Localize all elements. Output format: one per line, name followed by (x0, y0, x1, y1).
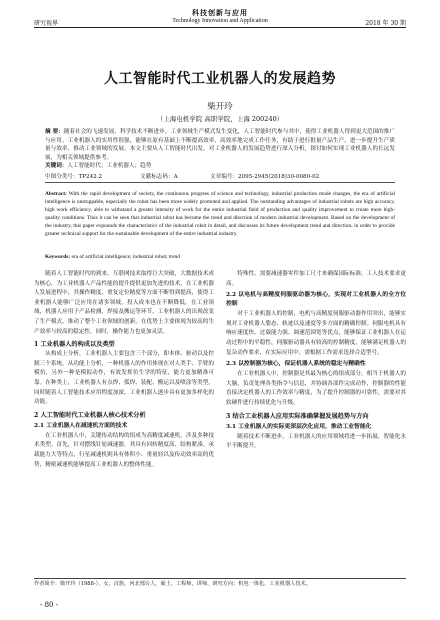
keywords-en-text: era of artificial intelligence; industrial robot; trend (71, 254, 180, 260)
section-heading: 2 人工智能时代工业机器人核心技术分析 (34, 411, 146, 419)
issue-label: 2018 年 30 期 (365, 20, 406, 27)
author-name: 柴开玲 (207, 102, 233, 112)
abstract-cn (45, 128, 395, 162)
abstract-en (45, 190, 395, 238)
subsection-heading: 3.1 工业机器人的实际更深层次化应用，推动工业智能化 (226, 423, 372, 430)
subsection-heading: 2.1 工业机器人在减速机方面的技术 (34, 422, 128, 429)
running-header (34, 17, 406, 28)
author-affiliation: （上海电机学院 高职学院，上海 200240） (156, 115, 284, 123)
abstract-cn-label: 摘 要： (45, 129, 64, 135)
document-code: 文献标志码：A (140, 174, 178, 180)
body-paragraph: 在工业机器人中，关键传动结构的组成为高精度减速机，涉及多种技术类型。首先，针对摆线针轮减速器，其具有回转精度高、结构紧凑、承载能力大等特点，行星减速机则具有体积小、重量轻以及传动效率高的优势，精密减速机能够提高工业机器人的整体性能。 (34, 432, 214, 468)
abstract-cn-text: 随着社会的飞速发展，科学技术不断进步，工业领域生产模式发生变化，人工智能时代参与其中，使得工业机器人得到更大范围的推广与应用。工业机器人的实用性很强，能够在原有基础上不断提高效率，高效率地完成工作任务，有助于进行批量产品生产，进一步提升生产质量与效率，推动工业领域的发展。本文主要从人工智能时代出发，对工业机器人的发展趋势进行深入分析，探讨如何实现工业机器人的长远发展，为相关领域提供参考。 (45, 129, 395, 161)
body-paragraph: 从构成上分析，工业机器人主要包含三个部分，即本体、驱动以及控制三个系统。从功能上分析，一种机器人的作用体现在对人类手、手臂的模仿，另外一种是模拟动作，有效发挥仿生学的特征，能力更加精准可靠。在种类上，工业机器人有点焊、弧焊、装配、搬运以及喷涂等类型，同时随着人工智能技术应用程度加深，工业机器人逐步具有更加多样化的功能。 (34, 351, 214, 406)
keywords-cn (45, 161, 395, 169)
abstract-en-text: With the rapid development of society, the continuous progress of science and technology, industrial production mode changes, the era of artificial intelligence is unstoppable, especially the robot has been more widely promoted and applied. The outstanding advantages of industrial robots are high accuracy, high work efficiency, able to withstand a greater intensity of work for the entire industrial field of production and quality improvement to create more high-quality conditions. Thus it can be seen that industrial robot has become the trend and direction of modern industrial development. Based on the development of the industry, this paper expounds the characteristics of the industrial robot in detail, and discusses its future development trend and direction, in order to provide greater technical support for the sustainable development of the entire industrial industry. (45, 191, 395, 237)
journal-name: 科技创新与应用 (192, 8, 248, 17)
abstract-en-label: Abstract: (45, 191, 67, 197)
subsection-heading: 2.3 以控制器为核心，保证机器人系统的稳定与精确性 (226, 361, 366, 368)
author-footnote: 作者简介：柴开玲（1988-），女，汉族，河北邢台人，硕士，工程师，讲师，研究方向：机电一体化、工业机器人技术。 (34, 578, 406, 588)
subsection-heading: 2.2 以电机与高精度伺服驱动器为核心，实现对工业机器人的全方位控制 (226, 292, 406, 308)
keywords-cn-text: 人工智能时代；工业机器人；趋势 (67, 163, 152, 169)
section-label: 研究视界 (34, 20, 59, 27)
article-number: 文章编号：2095-2945(2018)30-0080-02 (210, 174, 320, 180)
body-paragraph: 特殊性，需要减速器零件加工尺寸来确保国际标准，工人技术要求更高。 (226, 271, 406, 287)
keywords-en (45, 254, 395, 260)
page-number: - 80 - (40, 601, 59, 609)
body-paragraph: 对于工业机器人的控制，电机与高精度伺服驱动器作用突出，能够实现对工业机器人姿态、轨迹以及速度等多方面的精确控制。伺服电机具有响应速度快、过载能力强、调速范围宽等优点，能够保证工业机器人在运动过程中的平稳性，伺服驱动器具有较高的控制精度，能够满足机器人的复杂动作要求，在实际应用中，需根据工作需求选择合适型号。 (226, 311, 406, 356)
classification-line (45, 172, 395, 183)
body-paragraph: 随着技术不断进步，工业机器人的应用领域将进一步拓展，智能化水平不断提升。 (226, 433, 406, 450)
body-paragraph: 在工业机器人中，控制器是其最为核心的组成部分，相当于机器人的大脑，负责处理各类指令与信息，并协调各部件完成动作，控制器的性能直接决定机器人的工作效率与精度，为了提升控制器的可靠性，需要对其软硬件进行持续优化与升级。 (226, 371, 406, 406)
section-heading: 3 结合工业机器人应用实际准确掌握发展趋势与方向 (226, 412, 369, 420)
article-title: 人工智能时代工业机器人的发展趋势 (104, 71, 336, 87)
journal-name-en: Technology Innovation and Application (172, 18, 268, 24)
section-heading: 1 工业机器人的构成以及类型 (34, 341, 115, 349)
body-column-left (34, 270, 214, 470)
body-paragraph: 随着人工智能时代的到来，互联网技术取得巨大突破，大数据技术成为核心，为工业机器人产品性能的提升提供更加先进的技术，在工业机器人发展进程中，其操作精度、重复定位精度等方面不断得到提高，使得工业机器人能够广泛应用在诸多领域，投入成本也在不断降低。在工业领域，机器人应用于产品检测、焊接及搬运等环节，工业机器人的出现改变了生产模式，推动了整个工业领域的创新，在优势上主要体现为较高的生产效率与较高的稳定性，同时，操作能力也更加灵活。 (34, 271, 214, 335)
keywords-cn-label: 关键词： (45, 163, 68, 169)
keywords-en-label: Keywords: (45, 254, 71, 260)
body-column-right (226, 270, 406, 452)
clc-number: 中图分类号：TP242.2 (45, 174, 103, 180)
